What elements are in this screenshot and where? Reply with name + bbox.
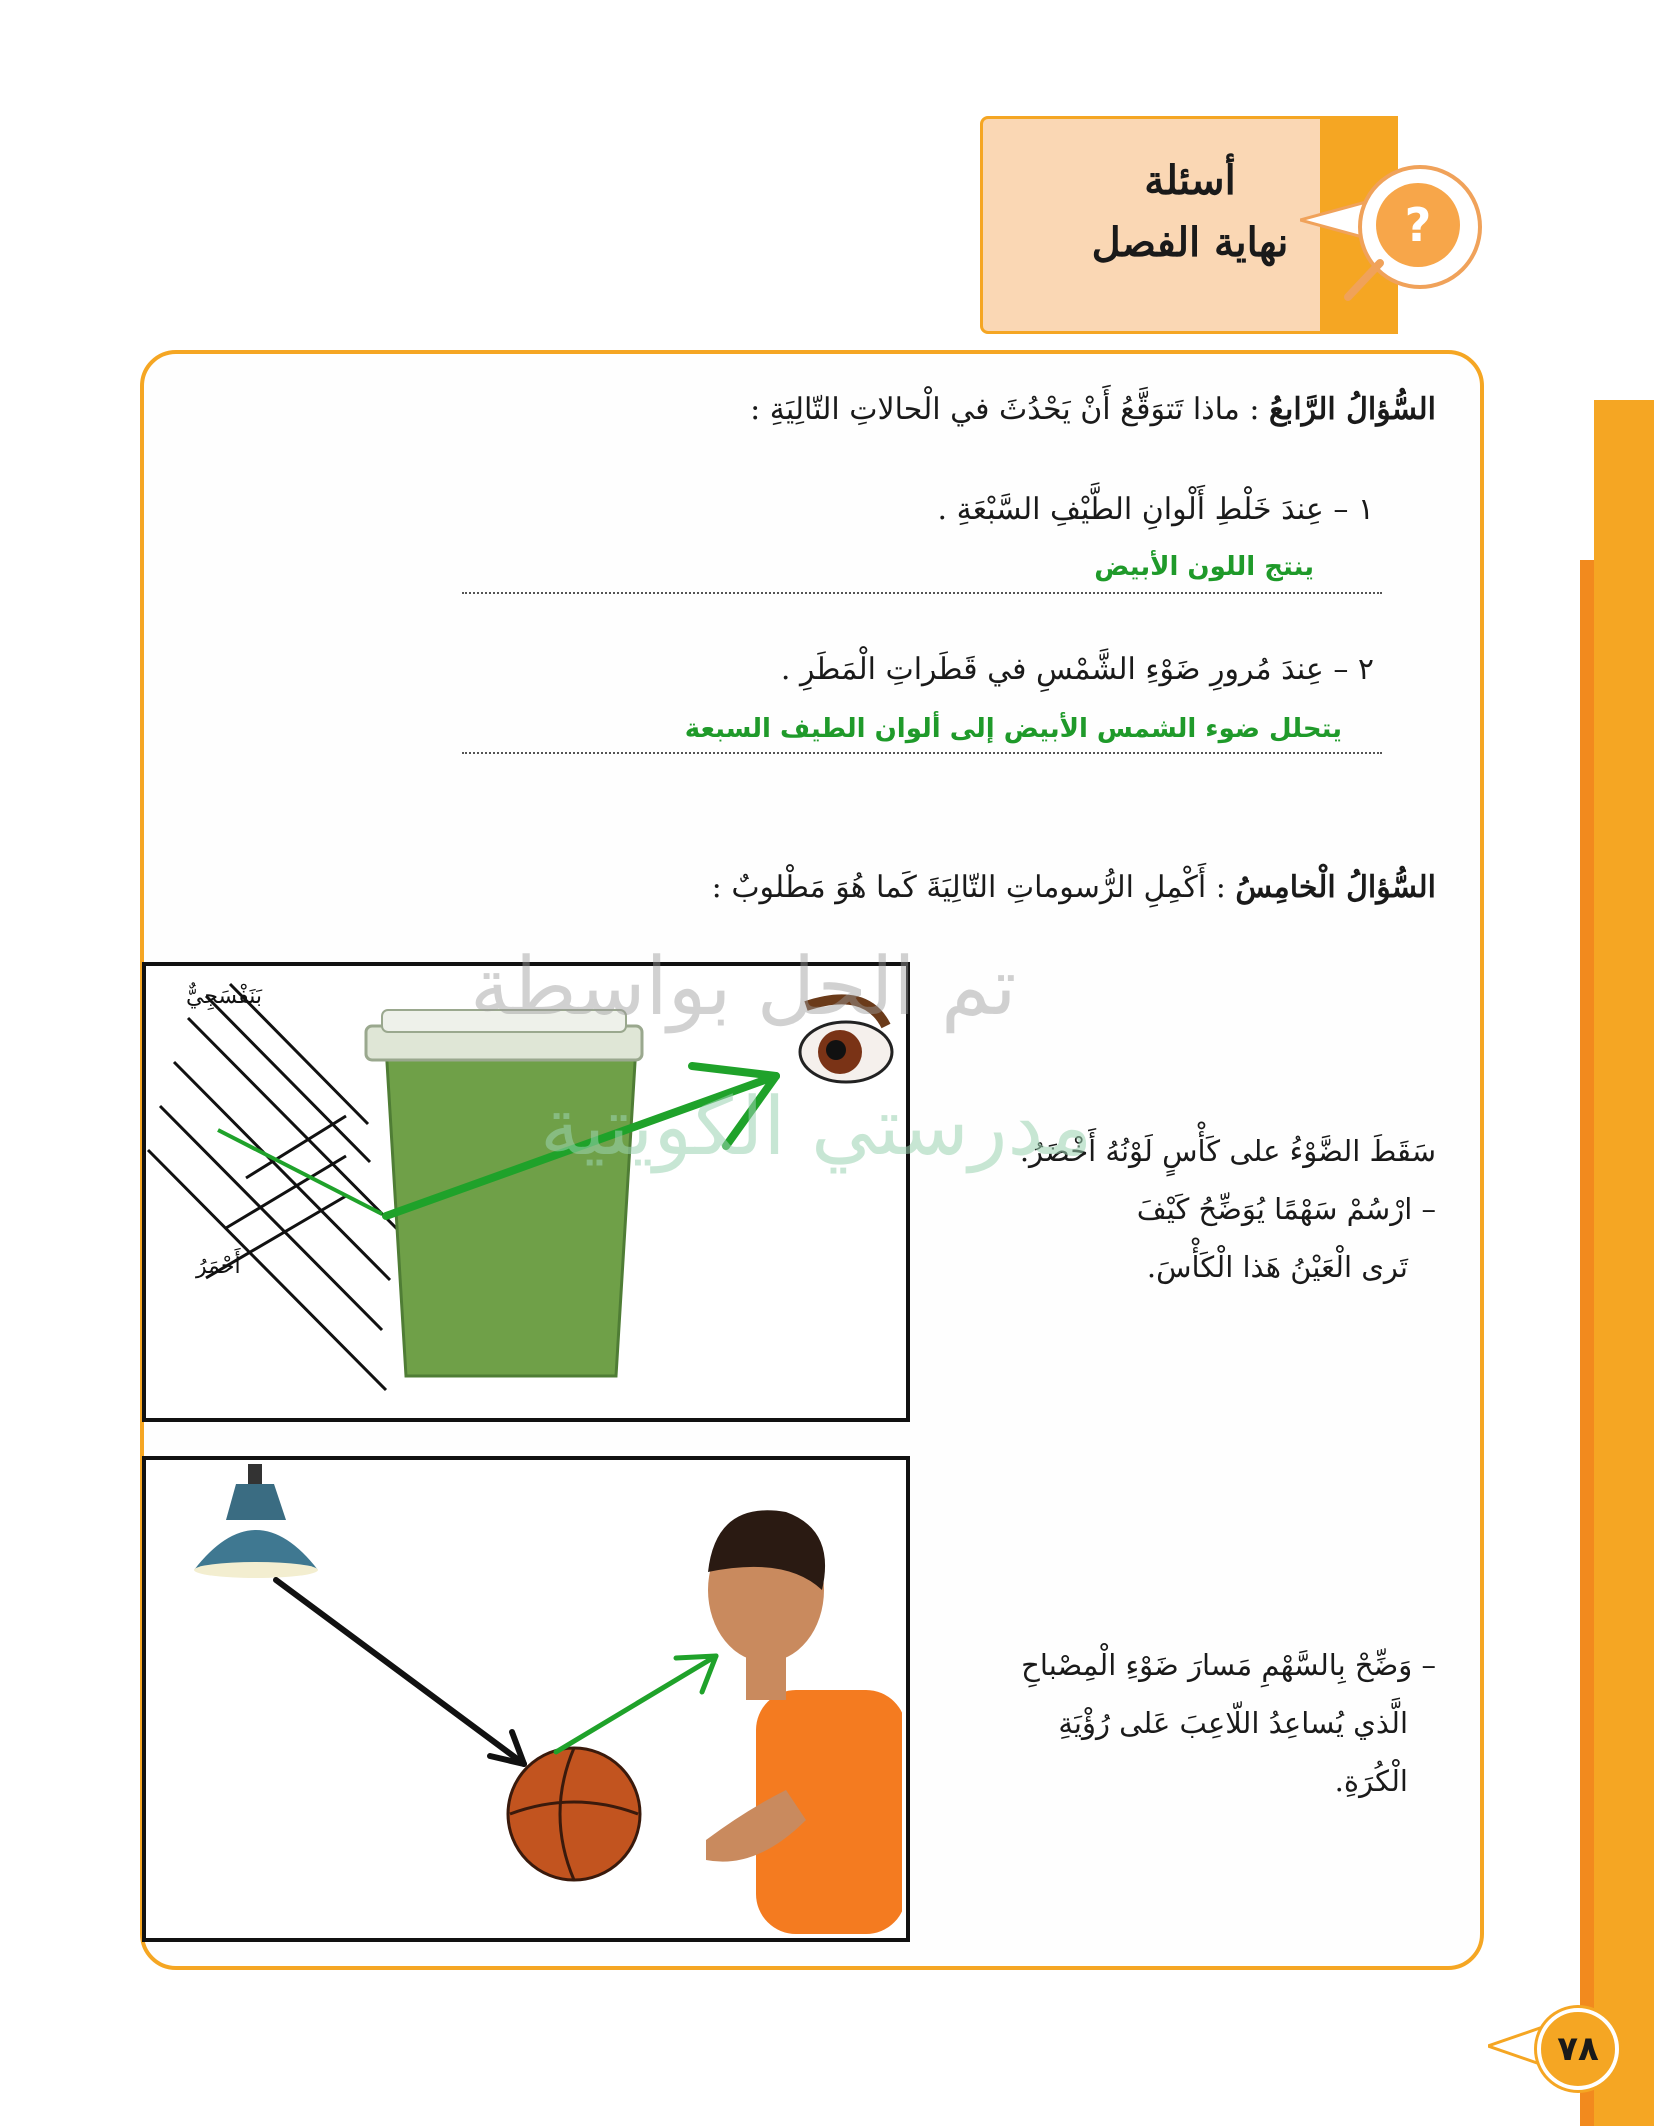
basketball bbox=[508, 1748, 640, 1880]
q4-title bbox=[750, 392, 1436, 427]
figure2-line3: الْكُرَةِ. bbox=[1334, 1764, 1408, 1798]
question-magnifier-icon: ? bbox=[1376, 183, 1460, 267]
label-red: أَحْمَرُ bbox=[196, 1254, 241, 1279]
answer-line-1 bbox=[462, 592, 1382, 594]
lamp-icon bbox=[194, 1464, 318, 1578]
ray-4 bbox=[148, 1150, 386, 1390]
figure2-line1: – وَضِّحْ بِالسَّهْمِ مَسارَ ضَوْءِ الْمِصْباحِ bbox=[1021, 1648, 1436, 1682]
q5-label: السُّؤالُ الْخامِسُ bbox=[1235, 870, 1436, 905]
boy-figure bbox=[706, 1510, 902, 1934]
magnifier-handle bbox=[1340, 255, 1390, 305]
figure2-text bbox=[916, 1636, 1436, 1810]
watermark-line1: تم الحل بواسطة bbox=[470, 940, 1017, 1033]
page-number: ٧٨ bbox=[1537, 2008, 1619, 2090]
page-pointer bbox=[1488, 2026, 1544, 2066]
side-decor-bar-inner bbox=[1580, 560, 1594, 2126]
figure-lamp-drawing bbox=[146, 1460, 902, 1934]
q4-answer2: يتحلل ضوء الشمس الأبيض إلى ألوان الطيف السبعة bbox=[684, 714, 1342, 744]
figure1-line3: تَرى الْعَيْنُ هَذا الْكَأْسَ. bbox=[1146, 1250, 1408, 1284]
figure-cup-drawing bbox=[146, 966, 902, 1414]
lamp-to-ball-arrow bbox=[276, 1580, 524, 1764]
watermark-line2: مدرستي الكويتية bbox=[540, 1080, 1093, 1173]
side-decor-bar bbox=[1594, 400, 1654, 2126]
title-line1: أسئلة bbox=[1144, 157, 1236, 204]
q4-item1: ١ – عِندَ خَلْطِ أَلْوانِ الطَّيْفِ السَّبْعَةِ . bbox=[937, 492, 1374, 527]
q5-title bbox=[712, 870, 1436, 905]
ray-2 bbox=[174, 1062, 390, 1280]
answer-line-2 bbox=[462, 752, 1382, 754]
q4-answer1: ينتج اللون الأبيض bbox=[1094, 552, 1314, 582]
green-ray bbox=[218, 1130, 382, 1214]
figure1-line1: سَقَطَ الضَّوْءُ على كَأْسٍ لَوْنُهُ أَخْضَرُ. bbox=[1019, 1134, 1436, 1168]
q5-text: : أَكْمِلِ الرُّسوماتِ التّالِيَةَ كَما هُوَ مَطْلوبٌ : bbox=[711, 870, 1226, 905]
page-title bbox=[1040, 150, 1340, 274]
green-arrow-to-face bbox=[556, 1656, 716, 1752]
title-line2: نهاية الفصل bbox=[1091, 219, 1289, 266]
label-violet: بَنَفْسَجِيٌّ bbox=[186, 984, 263, 1009]
q4-label: السُّؤالُ الرَّابعُ bbox=[1269, 392, 1436, 427]
figure2-line2: الَّذي يُساعِدُ اللّاعِبَ عَلى رُؤْيَةِ bbox=[1058, 1706, 1408, 1740]
q4-item2: ٢ – عِندَ مُرورِ ضَوْءِ الشَّمْسِ في قَطَراتِ الْمَطَرِ . bbox=[780, 652, 1374, 687]
figure1-line2: – ارْسُمْ سَهْمًا يُوَضِّحُ كَيْفَ bbox=[1136, 1192, 1436, 1226]
q4-text: : ماذا تَتوَقَّعُ أَنْ يَحْدُثَ في الْحالاتِ التّالِيَةِ : bbox=[750, 392, 1260, 427]
